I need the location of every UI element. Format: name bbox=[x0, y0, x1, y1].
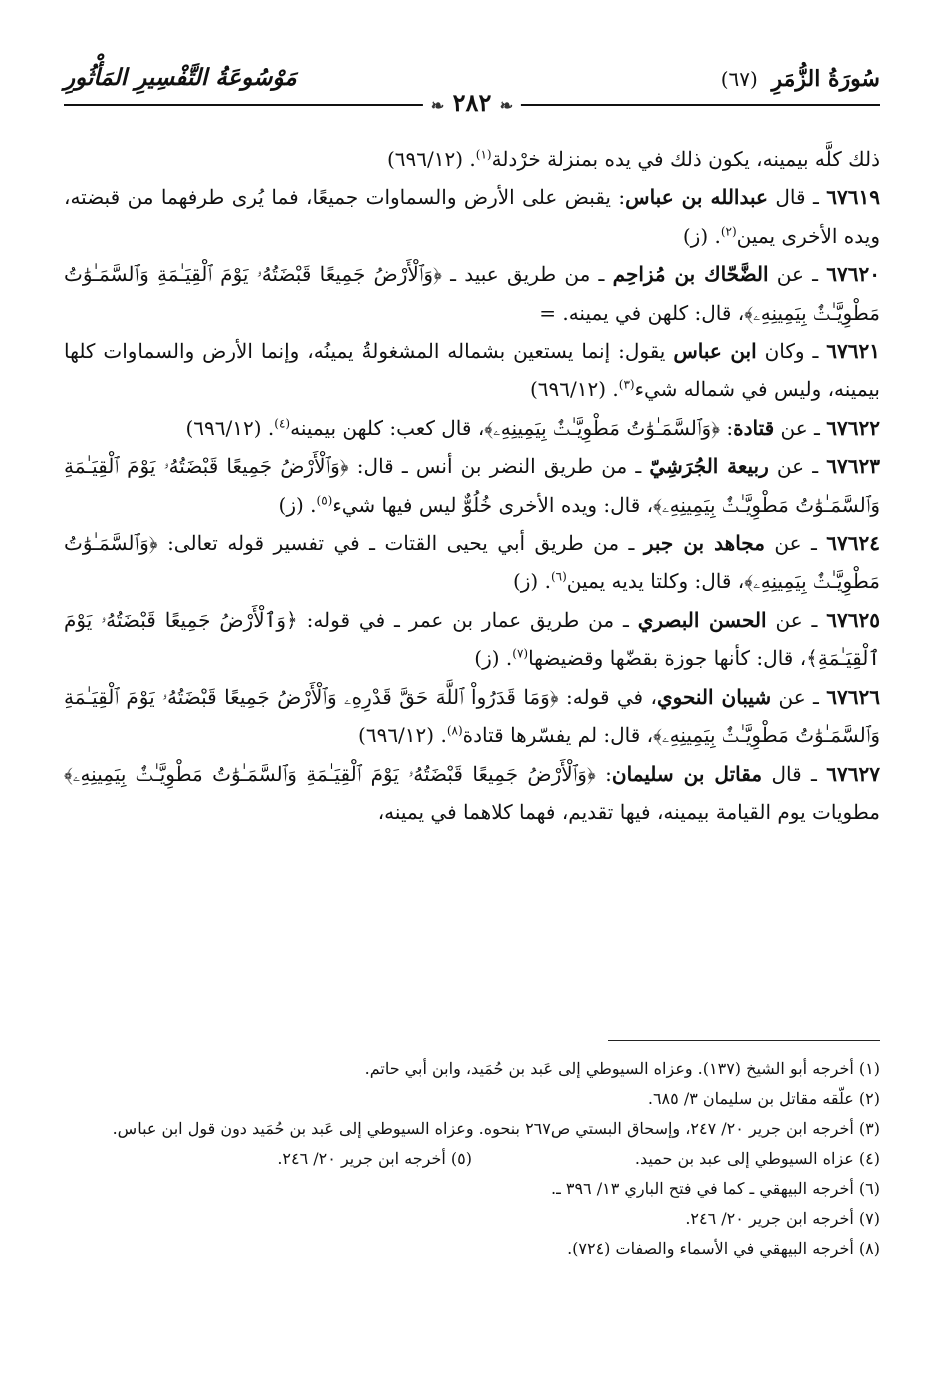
running-head-book: مَوْسُوعَةُ التَّفْسِيرِ المَأْثُورِ bbox=[64, 64, 297, 91]
narrator-name: مقاتل بن سليمان bbox=[611, 761, 763, 786]
narration-number: ٦٧٦٢٢ bbox=[826, 415, 880, 440]
narrator-name: ابن عباس bbox=[673, 339, 757, 364]
narration-number: ٦٧٦٢٦ bbox=[826, 684, 881, 709]
running-head-surah bbox=[721, 66, 880, 92]
narration-number: ٦٧٦٢١ bbox=[826, 339, 880, 364]
footnote-8: (٨) أخرجه البيهقي في الأسماء والصفات (٧٢٤). bbox=[567, 1239, 880, 1258]
main-text bbox=[64, 140, 880, 831]
narration-number: ٦٧٦٢٥ bbox=[826, 607, 880, 632]
footnote-4: (٤) عزاه السيوطي إلى عبد بن حميد. bbox=[634, 1149, 880, 1168]
footnote-ref[interactable]: (١) bbox=[475, 147, 492, 162]
footnote-ref[interactable]: (٦) bbox=[550, 569, 567, 584]
footnote-3: (٣) أخرجه ابن جرير ٢٠/ ٢٤٧، وإسحاق البستي ص٢٦٧ بنحوه. وعزاه السيوطي إلى عَبد بن حُمَيد دون قول ابن عباس. bbox=[112, 1119, 880, 1138]
quran-verse: ﴿وَٱلْأَرْضُ جَمِيعًا قَبْضَتُهُۥ يَوْمَ ٱلْقِيَـٰمَةِ وَٱلسَّمَـٰوَٰتُ مَطْوِيَّـٰتٌۢ بِيَمِينِهِۦ﴾ bbox=[64, 761, 596, 786]
footnote-ref[interactable]: (٢) bbox=[720, 224, 737, 239]
narration-number: ٦٧٦٢٣ bbox=[826, 454, 880, 479]
page-number-block bbox=[423, 88, 521, 117]
narrator-name: شيبان النحوي bbox=[656, 684, 772, 709]
page-header bbox=[64, 62, 880, 122]
footnote-ref[interactable]: (٨) bbox=[446, 723, 463, 738]
narrator-name: قتادة bbox=[733, 415, 775, 440]
narration-67620: ٦٧٦٢٠ ـ عن الضَّحّاك بن مُزاحِم ـ من طريق عبيد ـ ﴿وَٱلْأَرْضُ جَمِيعًا قَبْضَتُهُۥ يَوْمَ ٱلْقِيَـٰمَةِ وَٱلسَّمَـٰوَٰتُ مَطْوِيَّـٰتٌۢ بِيَمِينِهِۦ﴾، قال: كلهن في يمينه. = bbox=[64, 262, 880, 325]
ornament-icon: ❧ bbox=[430, 96, 445, 115]
narration-number: ٦٧٦٢٤ bbox=[826, 531, 880, 556]
quran-verse: ﴿وَٱلسَّمَـٰوَٰتُ مَطْوِيَّـٰتٌۢ بِيَمِينِهِۦ﴾ bbox=[64, 531, 880, 594]
footnote-6: (٦) أخرجه البيهقي ـ كما في فتح الباري ١٣/ ٣٩٦ ـ. bbox=[551, 1179, 880, 1198]
page-number: ٢٨٢ bbox=[452, 88, 492, 117]
narration-67621: ٦٧٦٢١ ـ وكان ابن عباس يقول: إنما يستعين بشماله المشغولةُ يمينُه، وإنما الأرض والسماوات كلها بيمينه، وليس في شماله شيء$^{(٣)}$. (٦٩٦/١٢) bbox=[64, 339, 880, 402]
quran-verse: ﴿وَٱلْأَرْضُ جَمِيعًا قَبْضَتُهُۥ يَوْمَ ٱلْقِيَـٰمَةِ وَٱلسَّمَـٰوَٰتُ مَطْوِيَّـٰتٌۢ بِيَمِينِهِۦ﴾ bbox=[64, 262, 880, 325]
surah-title: سُورَةُ الزُّمَرِ bbox=[771, 66, 880, 92]
narration-number: ٦٧٦٢٧ bbox=[826, 761, 880, 786]
narration-67624: ٦٧٦٢٤ ـ عن مجاهد بن جبر ـ من طريق أبي يحيى القتات ـ في تفسير قوله تعالى: ﴿وَٱلسَّمَـٰوَٰتُ مَطْوِيَّـٰتٌۢ بِيَمِينِهِۦ﴾، قال: وكلتا يديه يمين$^{(٦)}$. (ز) bbox=[64, 531, 880, 594]
quran-verse: ﴿وَمَا قَدَرُواْ ٱللَّهَ حَقَّ قَدْرِهِۦ وَٱلْأَرْضُ جَمِيعًا قَبْضَتُهُۥ يَوْمَ ٱلْقِيَـٰمَةِ وَٱلسَّمَـٰوَٰتُ مَطْوِيَّـٰتٌۢ بِيَمِينِهِۦ﴾ bbox=[64, 684, 880, 748]
quran-verse: ﴿وَٱلْأَرْضُ جَمِيعًا قَبْضَتُهُۥ يَوْمَ ٱلْقِيَـٰمَةِ﴾ bbox=[64, 607, 880, 671]
paragraph-continuation: ذلك كلَّه بيمينه، يكون ذلك في يده بمنزلة خرْدلة$^{(١)}$. (٦٩٦/١٢) bbox=[386, 147, 880, 171]
footnote-separator bbox=[608, 1040, 880, 1041]
footnote-ref[interactable]: (٣) bbox=[618, 377, 635, 392]
footnote-ref[interactable]: (٤) bbox=[274, 416, 291, 431]
narration-67626: ٦٧٦٢٦ ـ عن شيبان النحوي، في قوله: ﴿وَمَا قَدَرُواْ ٱللَّهَ حَقَّ قَدْرِهِۦ وَٱلْأَرْضُ جَمِيعًا قَبْضَتُهُۥ يَوْمَ ٱلْقِيَـٰمَةِ وَٱلسَّمَـٰوَٰتُ مَطْوِيَّـٰتٌۢ بِيَمِينِهِۦ﴾، قال: لم يفسّرها قتادة$^{(٨)}$. (٦٩٦/١٢) bbox=[64, 684, 881, 748]
header-rule-left bbox=[64, 104, 424, 106]
narration-number: ٦٧٦٢٠ bbox=[826, 262, 880, 287]
footnote-row-4-5 bbox=[64, 1144, 880, 1174]
narration-67625: ٦٧٦٢٥ ـ عن الحسن البصري ـ من طريق عمار بن عمر ـ في قوله: ﴿وَٱلْأَرْضُ جَمِيعًا قَبْضَتُهُۥ يَوْمَ ٱلْقِيَـٰمَةِ﴾، قال: كأنها جوزة بقضّها وقضيضها$^{(٧)}$. (ز) bbox=[64, 607, 880, 671]
footnotes bbox=[64, 1054, 880, 1264]
narrator-name: ربيعة الجُرَشِيّ bbox=[649, 454, 769, 479]
header-rule-right bbox=[520, 104, 880, 106]
narration-67619: ٦٧٦١٩ ـ قال عبدالله بن عباس: يقبض على الأرض والسماوات جميعًا، فما يُرى طرفهما من قبضته، ويده الأخرى يمين$^{(٢)}$. (ز) bbox=[64, 185, 880, 248]
narrator-name: الضَّحّاك بن مُزاحِم bbox=[612, 262, 769, 287]
ornament-icon: ❧ bbox=[499, 96, 514, 115]
footnote-ref[interactable]: (٧) bbox=[512, 646, 529, 661]
footnote-ref[interactable]: (٥) bbox=[316, 493, 333, 507]
quran-verse: ﴿وَٱلْأَرْضُ جَمِيعًا قَبْضَتُهُۥ يَوْمَ ٱلْقِيَـٰمَةِ وَٱلسَّمَـٰوَٰتُ مَطْوِيَّـٰتٌۢ بِيَمِينِهِۦ﴾ bbox=[64, 454, 880, 517]
narration-67627: ٦٧٦٢٧ ـ قال مقاتل بن سليمان: ﴿وَٱلْأَرْضُ جَمِيعًا قَبْضَتُهُۥ يَوْمَ ٱلْقِيَـٰمَةِ وَٱلسَّمَـٰوَٰتُ مَطْوِيَّـٰتٌۢ بِيَمِينِهِۦ﴾ مطويات يوم القيامة بيمينه، فيها تقديم، فهما كلاهما في يمينه، bbox=[64, 761, 880, 824]
narration-67623: ٦٧٦٢٣ ـ عن ربيعة الجُرَشِيّ ـ من طريق النضر بن أنس ـ قال: ﴿وَٱلْأَرْضُ جَمِيعًا قَبْضَتُهُۥ يَوْمَ ٱلْقِيَـٰمَةِ وَٱلسَّمَـٰوَٰتُ مَطْوِيَّـٰتٌۢ بِيَمِينِهِۦ﴾، قال: ويده الأخرى خُلُوٌّ ليس فيها شيء$^{(٥)}$. (ز) bbox=[64, 454, 880, 517]
narrator-name: الحسن البصري bbox=[637, 607, 767, 632]
footnote-1: (١) أخرجه أبو الشيخ (١٣٧). وعزاه السيوطي إلى عَبد بن حُمَيد، وابن أبي حاتم. bbox=[364, 1059, 880, 1078]
narrator-name: عبدالله بن عباس bbox=[625, 185, 768, 210]
narrator-name: مجاهد بن جبر bbox=[643, 531, 765, 556]
footnote-7: (٧) أخرجه ابن جرير ٢٠/ ٢٤٦. bbox=[685, 1209, 880, 1228]
footnote-2: (٢) علّقه مقاتل بن سليمان ٣/ ٦٨٥. bbox=[647, 1089, 880, 1108]
narration-67622: ٦٧٦٢٢ ـ عن قتادة: ﴿وَٱلسَّمَـٰوَٰتُ مَطْوِيَّـٰتٌۢ بِيَمِينِهِۦ﴾، قال كعب: كلهن بيمينه$^{(٤)}$. (٦٩٦/١٢) bbox=[185, 415, 880, 440]
surah-number: (٦٧) bbox=[720, 67, 758, 91]
footnote-5: (٥) أخرجه ابن جرير ٢٠/ ٢٤٦. bbox=[277, 1149, 472, 1168]
quran-verse: ﴿وَٱلسَّمَـٰوَٰتُ مَطْوِيَّـٰتٌۢ بِيَمِينِهِۦ﴾ bbox=[484, 415, 720, 440]
narration-number: ٦٧٦١٩ bbox=[826, 185, 880, 210]
